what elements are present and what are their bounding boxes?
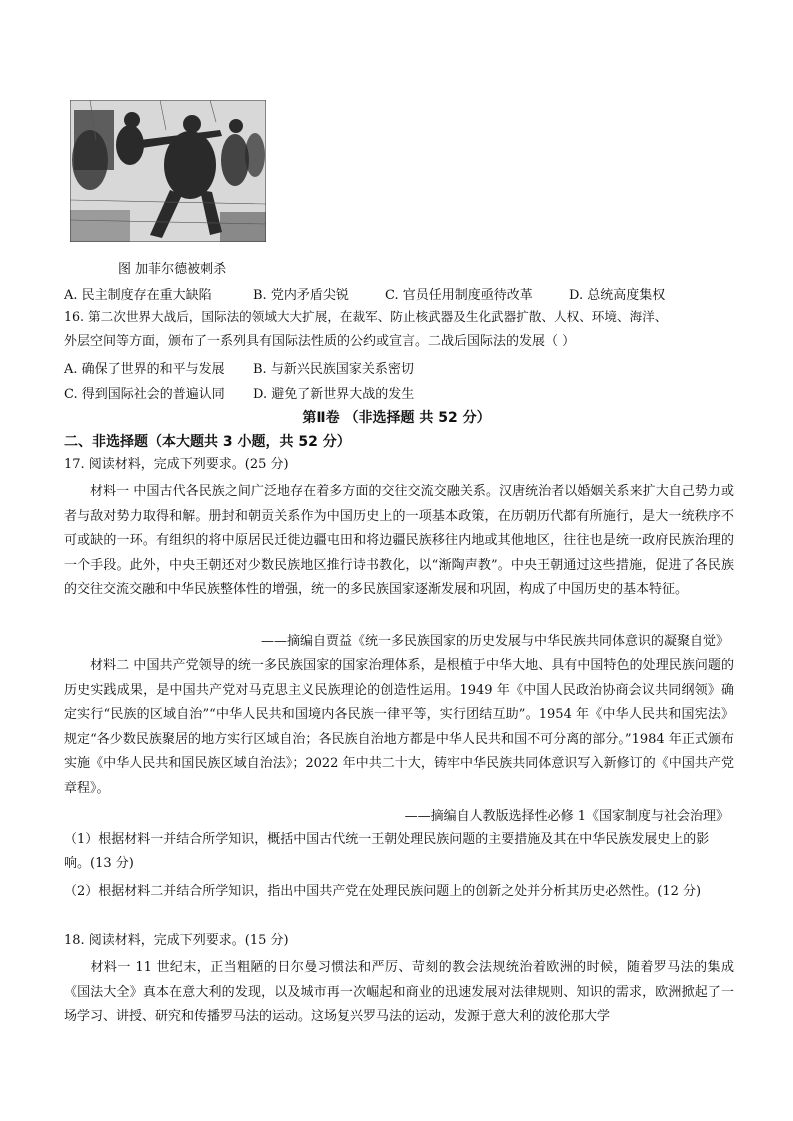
q17-material2-text: 材料二 中国共产党领导的统一多民族国家的国家治理体系，是根植于中华大地、具有中国特色的处理民族问题的历史实践成果，是中国共产党对马克思主义民族理论的创造性运用。1949 年《中国人民政治协商会议共同纲领》确定实行“民族的区域自治”“中华人民共和国境内各民族一律平等，实行团结互助”。1954 年《中华人民共和国宪法》规定“各少数民族聚居的地方实行区域自治；各民族自治地方都是中华人民共和国不可分离的部分。”1984 年正式颁布实施《中华人民共和国民族区域自治法》；2022 年中共二十大，铸牢中华民族共同体意识写入新修订的《中国共产党章程》。 <box>64 658 734 796</box>
q15-option-c: C. 官员任用制度亟待改革 <box>385 288 533 303</box>
q17-source2: ——摘编自人教版选择性必修 1《国家制度与社会治理》 <box>404 809 729 824</box>
part2-title: 第Ⅱ卷 （非选择题 共 52 分） <box>302 410 491 426</box>
q16-stem-line2: 外层空间等方面，颁布了一系列具有国际法性质的公约或宣言。二战后国际法的发展（ ） <box>64 334 576 349</box>
q17-source1: ——摘编自贾益《统一多民族国家的历史发展与中华民族共同体意识的凝聚自觉》 <box>260 634 729 649</box>
q17-intro: 17. 阅读材料，完成下列要求。(25 分) <box>64 457 289 472</box>
q17-material1 <box>64 480 734 603</box>
q16-option-c: C. 得到国际社会的普遍认同 <box>64 387 225 402</box>
q17-material1-text: 材料一 中国古代各民族之间广泛地存在着多方面的交往交流交融关系。汉唐统治者以婚姻关系来扩大自己势力或者与敌对势力取得和解。册封和朝贡关系作为中国历史上的一项基本政策，在历朝历代都有所施行，是大一统秩序不可或缺的一环。有组织的将中原居民迁徙边疆屯田和将边疆民族移往内地或其他地区，往往也是统一政府民族治理的一个手段。此外，中央王朝还对少数民族地区推行诗书教化，以“渐陶声教”。中央王朝通过这些措施，促进了各民族的交往交流交融和中华民族整体性的增强，统一的多民族国家逐渐发展和巩固，构成了中国历史的基本特征。 <box>64 484 734 597</box>
q17-sub1: （1）根据材料一并结合所学知识，概括中国古代统一王朝处理民族问题的主要措施及其在中华民族发展史上的影响。(13 分) <box>64 832 710 871</box>
q15-option-a: A. 民主制度存在重大缺陷 <box>64 288 212 303</box>
q18-intro: 18. 阅读材料，完成下列要求。(15 分) <box>64 933 289 948</box>
q18-material1-text: 材料一 11 世纪末，正当粗陋的日尔曼习惯法和严厉、苛刻的教会法规统治着欧洲的时候，随着罗马法的集成《国法大全》真本在意大利的发现，以及城市再一次崛起和商业的迅速发展对法律规则、知识的需求，欧洲掀起了一场学习、讲授、研究和传播罗马法的运动。这场复兴罗马法的运动，发源于意大利的波伦那大学 <box>64 960 734 1024</box>
q18-material1 <box>64 956 734 1030</box>
figure-caption: 图 加菲尔德被刺杀 <box>118 262 227 277</box>
q16-option-a: A. 确保了世界的和平与发展 <box>64 362 225 377</box>
q15-option-d: D. 总统高度集权 <box>569 288 666 303</box>
q16-option-b: B. 与新兴民族国家关系密切 <box>253 362 414 377</box>
q17-sub2: （2）根据材料二并结合所学知识，指出中国共产党在处理民族问题上的创新之处并分析其历史必然性。(12 分) <box>64 884 702 899</box>
q15-option-b: B. 党内矛盾尖锐 <box>253 288 349 303</box>
q16-option-d: D. 避免了新世界大战的发生 <box>253 387 415 402</box>
q16-stem-line1: 16. 第二次世界大战后，国际法的领域大大扩展，在裁军、防止核武器及生化武器扩散、人权、环境、海洋、 <box>64 309 668 324</box>
garfield-assassination-illustration <box>70 100 266 242</box>
q17-material2 <box>64 654 734 801</box>
section2-heading: 二、非选择题（本大题共 3 小题，共 52 分） <box>64 434 351 450</box>
